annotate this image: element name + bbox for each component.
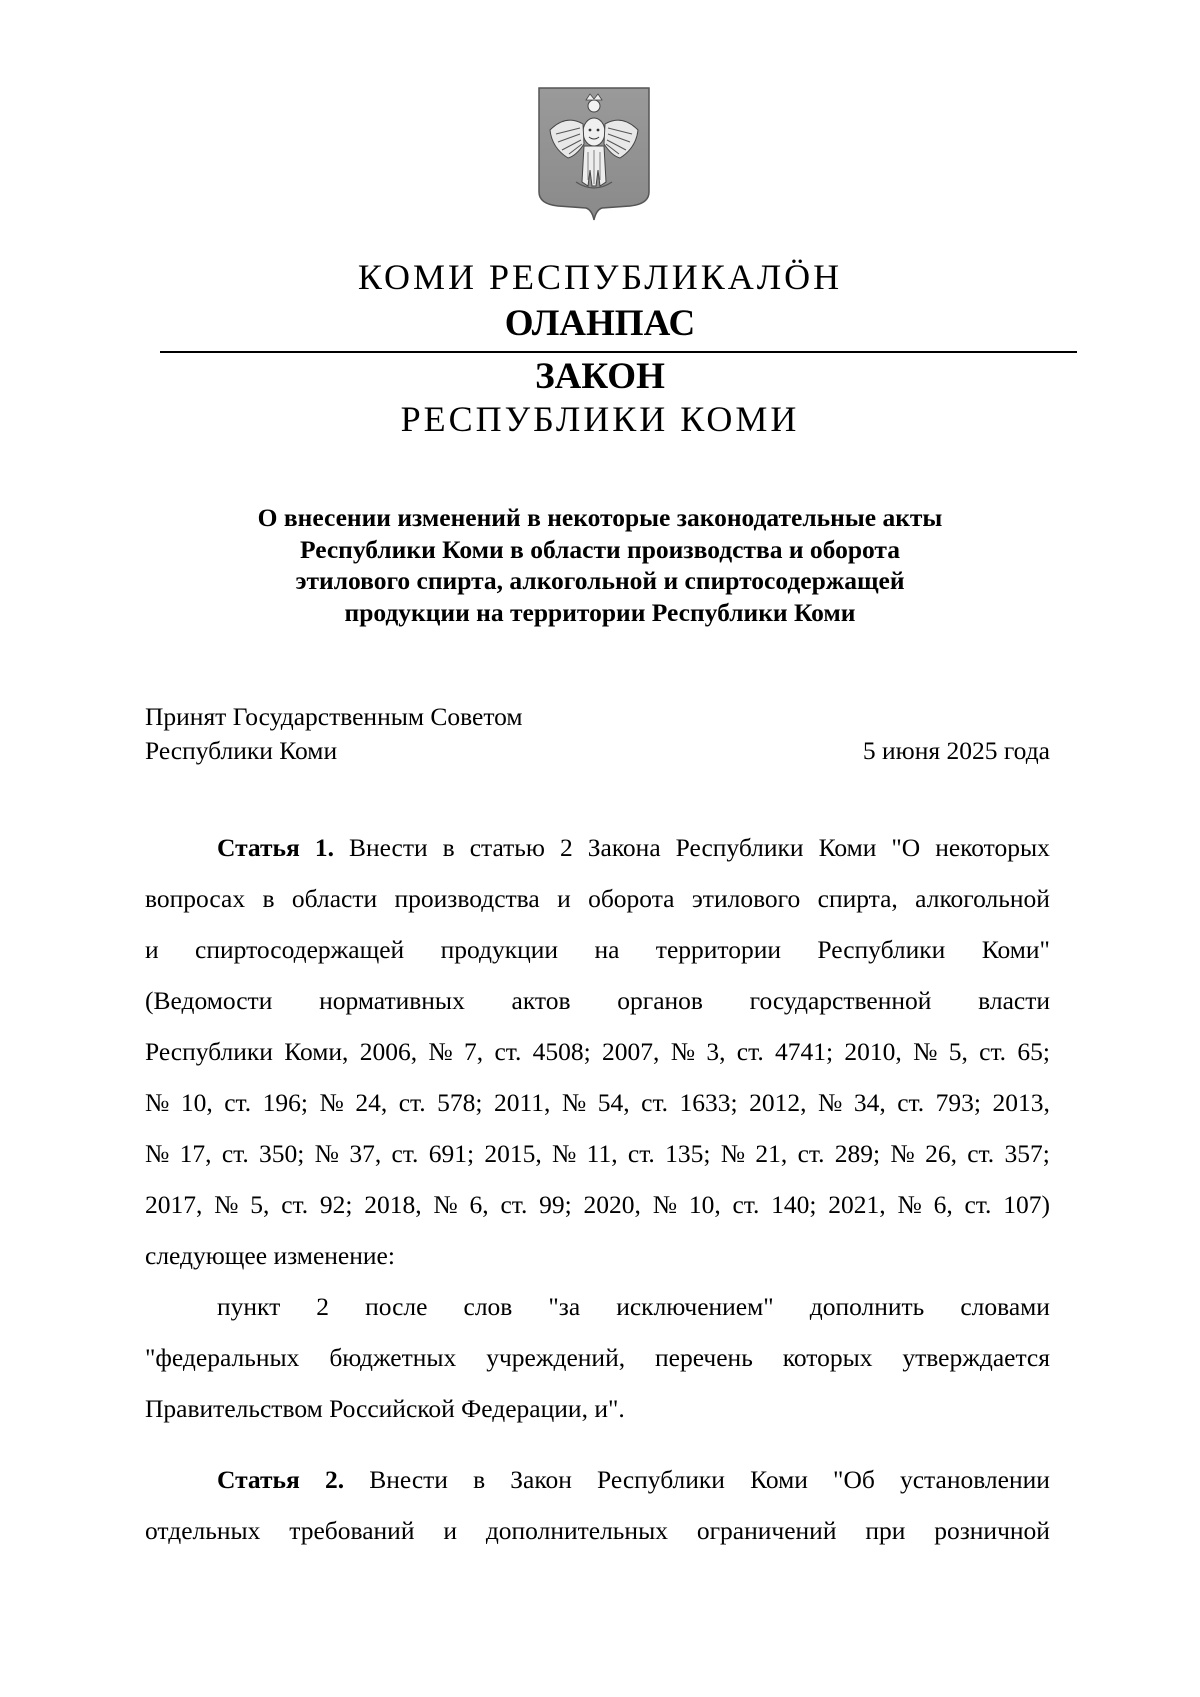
article-label-word: Статья: [217, 833, 300, 862]
law-title-line: этилового спирта, алкогольной и спиртосодержащей: [295, 566, 905, 595]
article-word: статью: [469, 833, 545, 862]
article-1-line: "федеральных бюджетных учреждений, перечень которых утверждается: [145, 1343, 1050, 1372]
article-1-line: следующее изменение:: [145, 1241, 395, 1270]
article-word: в: [473, 1465, 486, 1494]
article-word: некоторых: [935, 833, 1050, 862]
article-word: Закон: [510, 1465, 572, 1494]
article-word: 2: [559, 833, 573, 862]
law-title-line: Республики Коми в области производства и оборота: [299, 534, 901, 564]
article-label-number: 2.: [324, 1465, 345, 1494]
article-word: Коми: [818, 833, 877, 862]
article-word: Республики: [675, 833, 804, 862]
header-komi-title: КОМИ РЕСПУБЛИКАЛÖН: [357, 257, 843, 297]
header-zakon: ЗАКОН: [535, 356, 665, 397]
adopted-by-republic: Республики Коми: [145, 736, 338, 765]
law-title: [0, 502, 1200, 628]
article-word: Закона: [587, 833, 661, 862]
adopted-by: Принят Государственным Советом: [145, 702, 523, 731]
law-title-line: О внесении изменений в некоторые законодательные акты: [257, 503, 943, 532]
article-1-line: (Ведомости нормативных актов органов государственной власти: [145, 986, 1050, 1015]
article-1-line: Правительством Российской Федерации, и".: [145, 1394, 625, 1423]
article-1-line: № 17, ст. 350; № 37, ст. 691; 2015, № 11, ст. 135; № 21, ст. 289; № 26, ст. 357;: [145, 1139, 1050, 1168]
article-1-line: Республики Коми, 2006, № 7, ст. 4508; 2007, № 3, ст. 4741; 2010, № 5, ст. 65;: [145, 1037, 1050, 1066]
article-label-word: Статья: [217, 1465, 300, 1494]
article-word: Коми: [750, 1465, 808, 1494]
article-word: Внести: [369, 1465, 448, 1494]
article-label-number: 1.: [314, 833, 334, 862]
header-divider: [160, 351, 1077, 353]
article-1: [145, 822, 1050, 1434]
article-word: Внести: [348, 833, 428, 862]
article-word: Республики: [597, 1465, 725, 1494]
article-word: "О: [891, 833, 921, 862]
article-1-line: 2017, № 5, ст. 92; 2018, № 6, ст. 99; 2020, № 10, ст. 140; 2021, № 6, ст. 107): [145, 1190, 1050, 1219]
article-1-line: и спиртосодержащей продукции на территории Республики Коми": [145, 935, 1050, 964]
article-1-line: пункт 2 после слов "за исключением" дополнить словами: [217, 1292, 1050, 1321]
article-1-line: № 10, ст. 196; № 24, ст. 578; 2011, № 54, ст. 1633; 2012, № 34, ст. 793; 2013,: [145, 1088, 1050, 1117]
article-word: установлении: [899, 1465, 1050, 1494]
adoption-date: 5 июня 2025 года: [862, 736, 1050, 765]
header-olanpas: ОЛАНПАС: [504, 303, 696, 344]
article-2-line: отдельных требований и дополнительных ограничений при розничной: [145, 1516, 1050, 1545]
article-word: в: [442, 833, 455, 862]
law-title-line: продукции на территории Республики Коми: [344, 597, 856, 627]
komi-coat-of-arms-icon: [536, 86, 652, 222]
header-republic: РЕСПУБЛИКИ КОМИ: [400, 399, 800, 439]
adoption-block: [145, 700, 1050, 768]
article-1-line: вопросах в области производства и оборота этилового спирта, алкогольной: [145, 884, 1050, 913]
article-2: [145, 1454, 1050, 1556]
article-word: "Об: [833, 1465, 875, 1494]
